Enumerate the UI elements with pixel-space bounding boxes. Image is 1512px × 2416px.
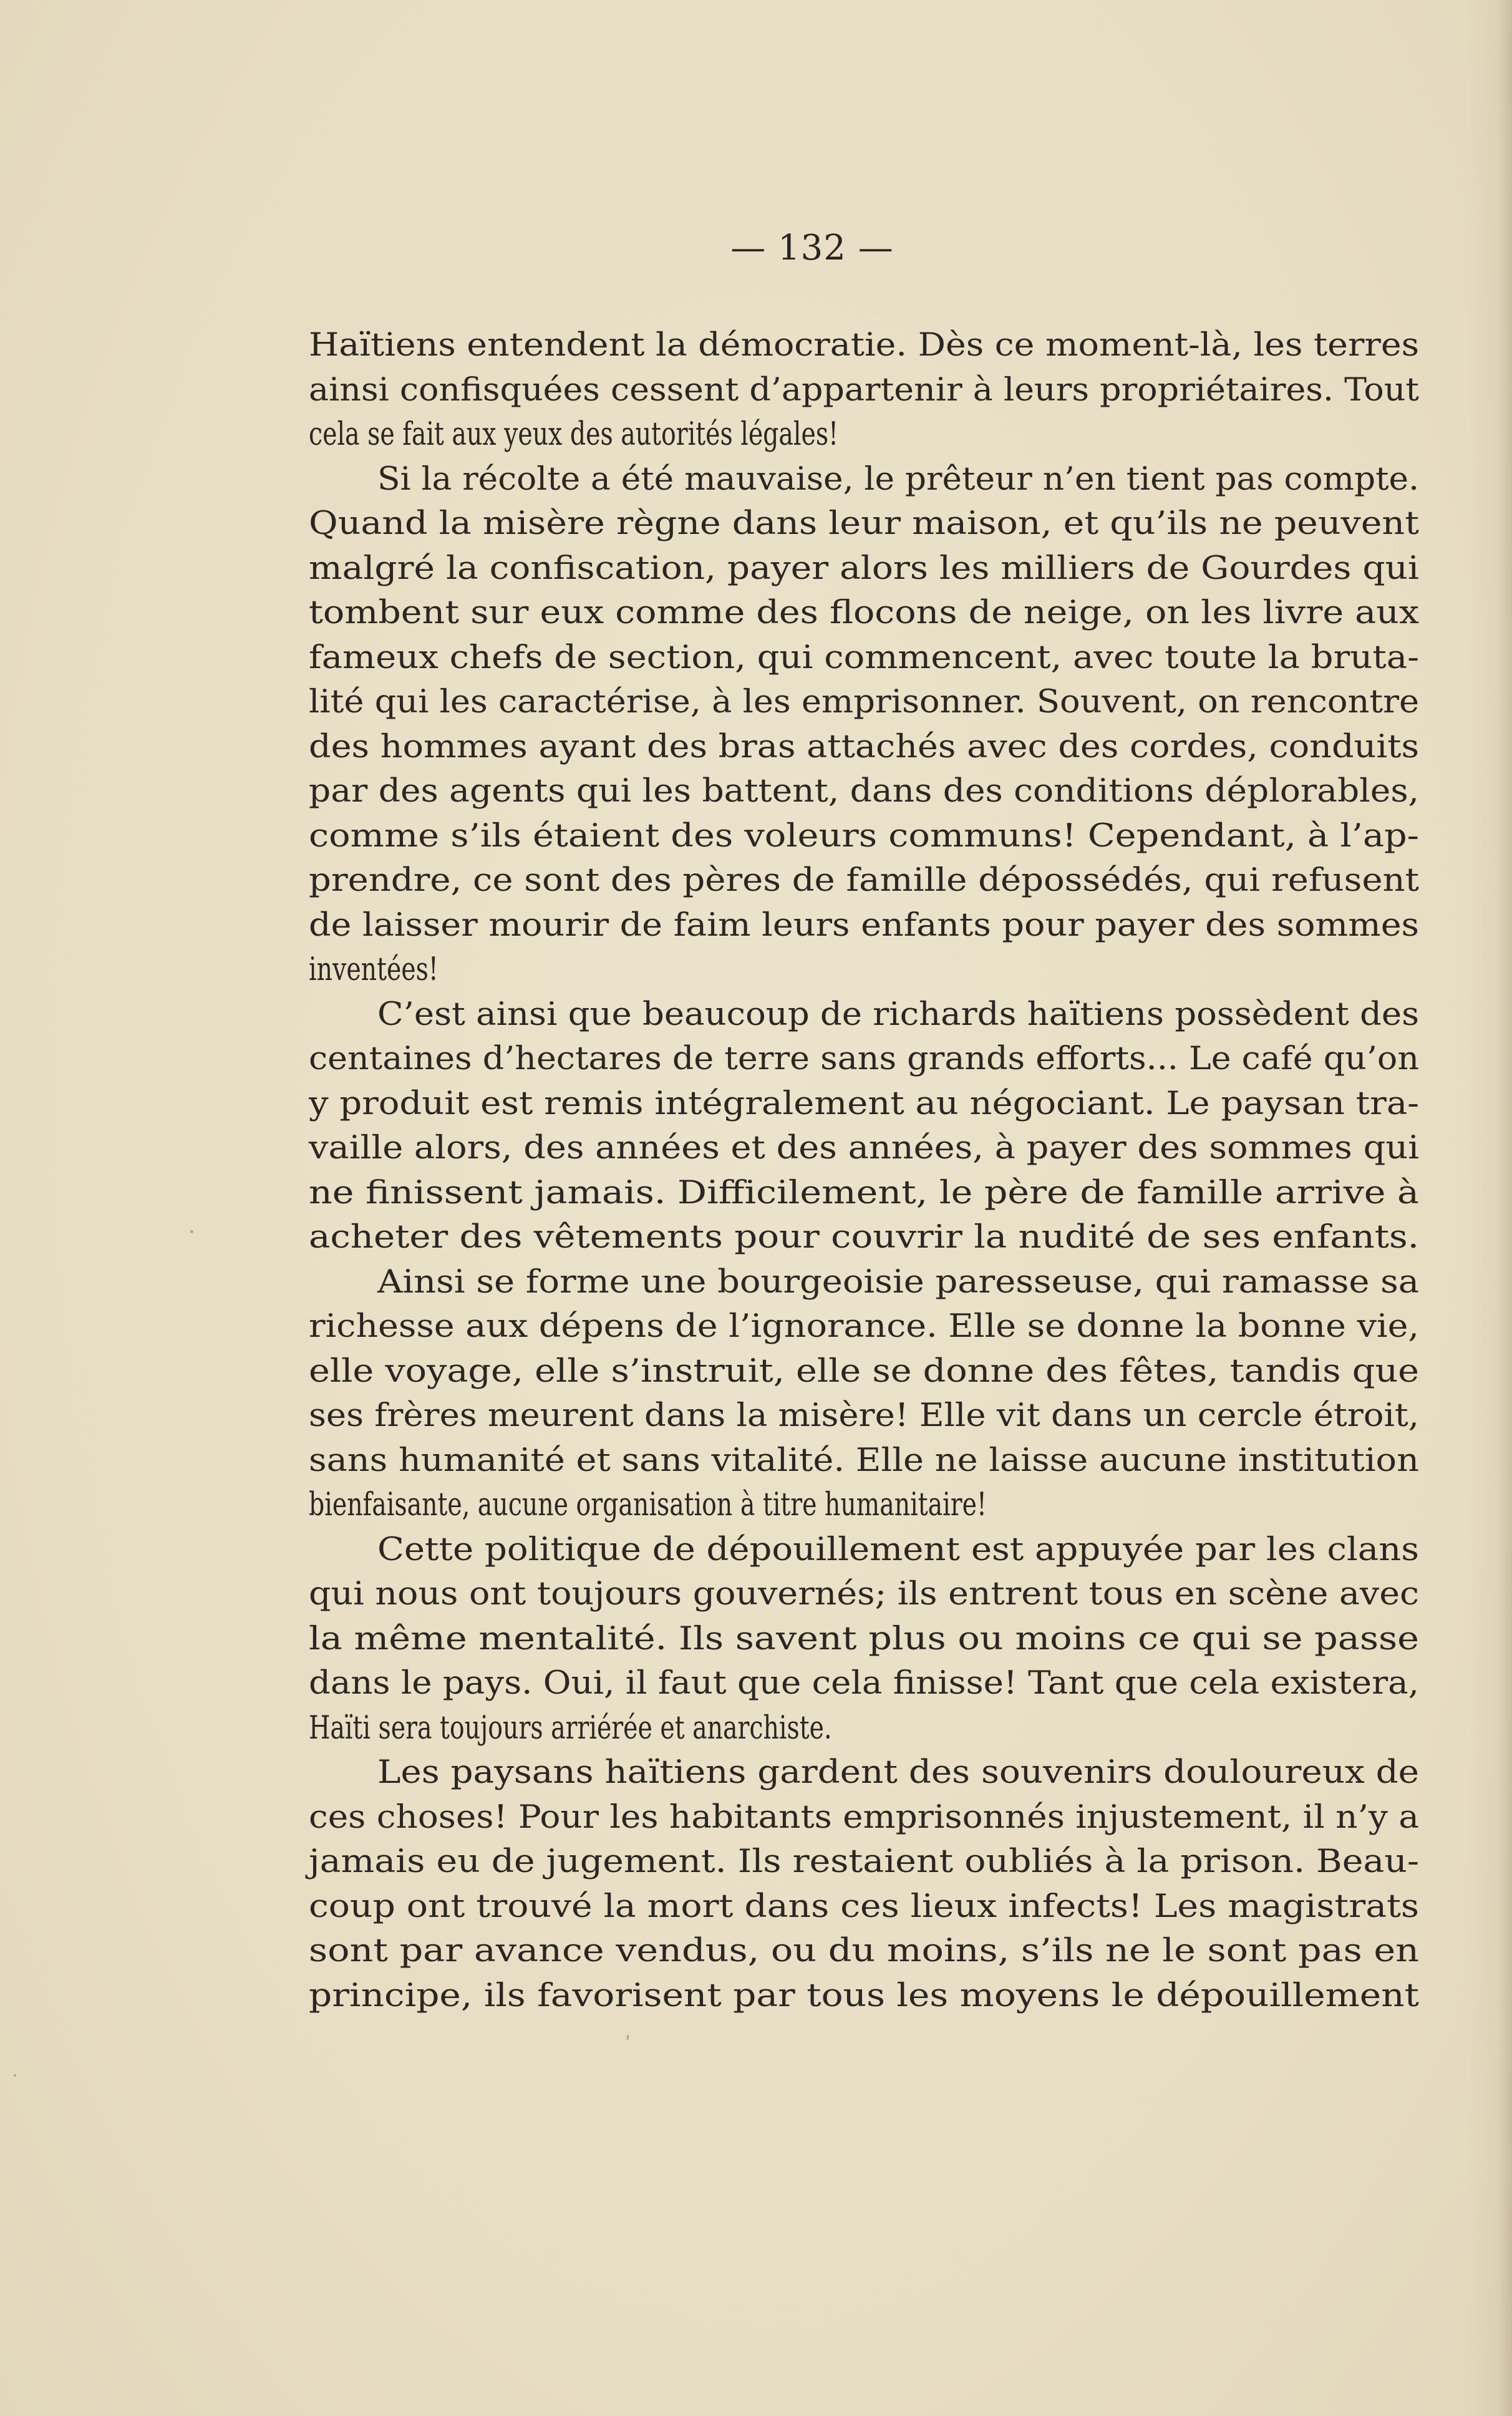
paper-speck [627,2035,629,2040]
text-line-content: fameux chefs de section, qui commencent, avec toute la bruta- [309,639,1419,676]
text-line-content: qui nous ont toujours gouvernés; ils entrent tous en scène avec [309,1576,1419,1613]
text-line [309,1929,1419,1974]
text-line [309,903,1419,948]
page-number: — 132 — [730,228,894,268]
text-line-content: Cette politique de dépouillement est appuyée par les clans [377,1531,1419,1568]
text-line-content: la même mentalité. Ils savent plus ou moins ce qui se passe [309,1620,1419,1657]
text-line [309,1126,1419,1171]
text-line-content: vaille alors, des années et des années, à payer des sommes qui [309,1130,1419,1167]
text-line [309,591,1419,636]
text-line [309,858,1419,903]
text-line-content: ses frères meurent dans la misère! Elle vit dans un cercle étroit, [309,1397,1419,1434]
text-line-content: elle voyage, elle s’instruit, elle se donne des fêtes, tandis que [309,1352,1419,1390]
text-line [309,1840,1419,1885]
text-line [309,1885,1419,1929]
page-edge-shadow [1498,0,1512,2416]
paper-speck [190,1230,193,1233]
text-line [309,1572,1419,1617]
text-line [309,323,1419,368]
text-line [309,1349,1419,1394]
text-line-content: C’est ainsi que beaucoup de richards haïtiens possèdent des [377,996,1419,1033]
text-line-content: cela se fait aux yeux des autorités légales! [309,416,838,453]
text-line [309,725,1419,770]
text-line [309,1260,1419,1305]
text-line [309,636,1419,681]
text-line [309,769,1419,814]
text-line [309,1037,1419,1082]
text-line [309,502,1419,546]
text-line [309,1394,1419,1438]
text-line [309,1438,1419,1483]
text-line-content: ces choses! Pour les habitants emprisonnés injustement, il n’y a [309,1798,1419,1836]
text-line [309,814,1419,859]
text-line [309,1750,1419,1795]
text-line [309,1528,1419,1573]
text-line-content: bienfaisante, aucune organisation à titre humanitaire! [309,1487,987,1523]
text-line-content: prendre, ce sont des pères de famille dépossédés, qui refusent [309,862,1419,899]
text-line [309,1483,1419,1528]
text-line [309,992,1419,1037]
text-line [309,546,1419,591]
text-line [309,1171,1419,1216]
text-line-content: sans humanité et sans vitalité. Elle ne laisse aucune institution [309,1442,1419,1479]
text-line-content: ne finissent jamais. Difficilement, le père de famille arrive à [309,1174,1419,1211]
text-line-content: richesse aux dépens de l’ignorance. Elle se donne la bonne vie, [309,1308,1419,1345]
text-line [309,1215,1419,1260]
text-line-content: Quand la misère règne dans leur maison, et qu’ils ne peuvent [309,505,1419,542]
text-line [309,1795,1419,1840]
text-line [309,1706,1419,1751]
text-line-content: comme s’ils étaient des voleurs communs! Cependant, à l’ap- [309,817,1419,855]
text-line-content: jamais eu de jugement. Ils restaient oubliés à la prison. Beau- [309,1843,1419,1880]
text-line [309,368,1419,413]
text-line [309,457,1419,502]
text-line [309,1617,1419,1662]
text-line-content: acheter des vêtements pour couvrir la nudité de ses enfants. [309,1219,1419,1256]
text-line [309,1304,1419,1349]
text-line-content: Si la récolte a été mauvaise, le prêteur n’en tient pas compte. [377,460,1419,498]
paper-speck [14,2074,16,2077]
text-line-content: des hommes ayant des bras attachés avec des cordes, conduits [309,728,1419,765]
text-line-content: Haïtiens entendent la démocratie. Dès ce moment-là, les terres [309,327,1419,364]
text-line-content: lité qui les caractérise, à les emprisonner. Souvent, on rencontre [309,684,1419,720]
text-line [309,1661,1419,1706]
text-line-content: centaines d’hectares de terre sans grands efforts... Le café qu’on [309,1041,1419,1077]
text-line-content: Les paysans haïtiens gardent des souvenirs douloureux de [377,1754,1419,1791]
text-line [309,680,1419,725]
text-line-content: de laisser mourir de faim leurs enfants pour payer des sommes [309,906,1419,944]
text-line [309,1082,1419,1127]
body-text [309,323,1419,2018]
text-line-content: dans le pays. Oui, il faut que cela finisse! Tant que cela existera, [309,1665,1419,1702]
text-line-content: y produit est remis intégralement au négociant. Le paysan tra- [309,1085,1419,1122]
text-line-content: ainsi confisquées cessent d’appartenir à leurs propriétaires. Tout [309,371,1419,409]
text-line-content: malgré la confiscation, payer alors les milliers de Gourdes qui [309,550,1419,587]
text-line-content: sont par avance vendus, ou du moins, s’ils ne le sont pas en [309,1933,1419,1969]
text-line-content: inventées! [309,951,439,988]
text-line [309,1974,1419,2019]
text-line-content: Haïti sera toujours arriérée et anarchiste. [309,1709,832,1747]
text-line-content: Ainsi se forme une bourgeoisie paresseuse, qui ramasse sa [377,1263,1419,1301]
text-line [309,948,1419,992]
text-line-content: coup ont trouvé la mort dans ces lieux infects! Les magistrats [309,1888,1419,1925]
text-line [309,412,1419,457]
text-line-content: par des agents qui les battent, dans des conditions déplorables, [309,773,1419,810]
text-line-content: tombent sur eux comme des flocons de neige, on les livre aux [309,594,1419,631]
text-line-content: principe, ils favorisent par tous les moyens le dépouillement [309,1977,1419,2014]
